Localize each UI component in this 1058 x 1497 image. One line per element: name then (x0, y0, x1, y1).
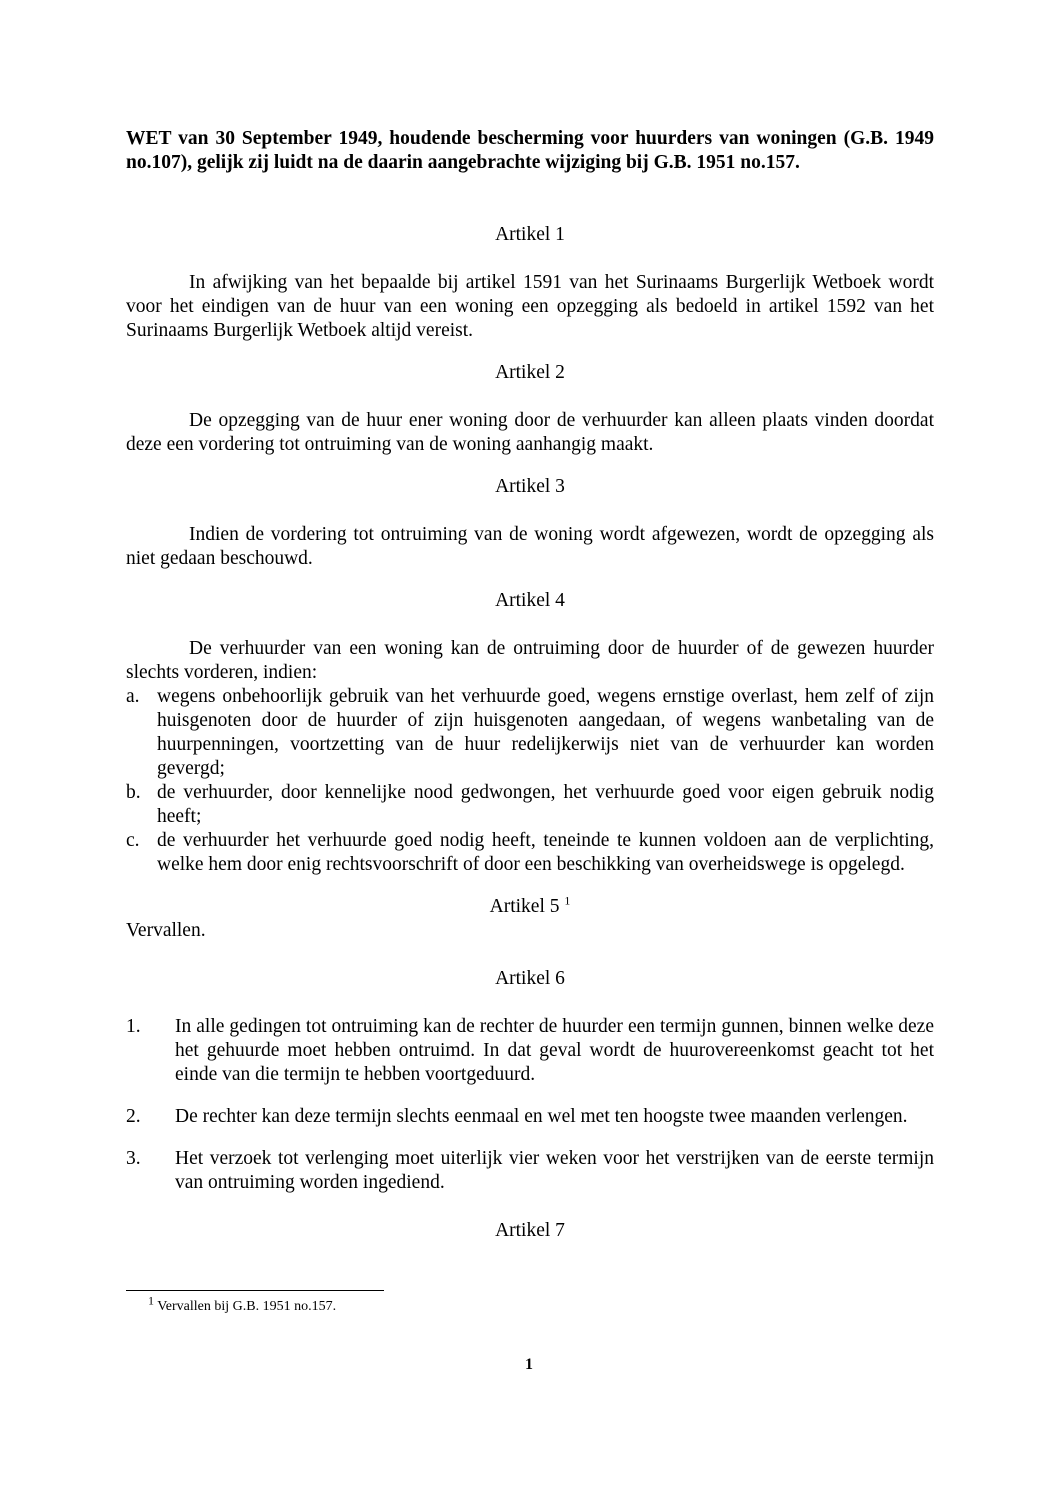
list-marker: 2. (126, 1106, 141, 1127)
list-text: de verhuurder, door kennelijke nood gedwongen, het verhuurde goed voor eigen gebruik nodig heeft; (157, 782, 934, 827)
article-5-heading-text: Artikel 5 (489, 896, 560, 917)
list-text: wegens onbehoorlijk gebruik van het verhuurde goed, wegens ernstige overlast, hem zelf of zijn huisgenoten door de huurder of zijn huisgenoten aangedaan, of wegens wanbetaling van de huurpenningen, voortzetting van de huur redelijkerwijs niet van de verhuurder kan worden gevergd; (157, 686, 934, 779)
list-item (126, 781, 934, 829)
document-body (126, 127, 934, 1243)
article-3-text: Indien de vordering tot ontruiming van de woning wordt afgewezen, wordt de opzegging als niet gedaan beschouwd. (126, 524, 934, 569)
list-marker: b. (126, 782, 141, 803)
article-5-heading (126, 895, 934, 919)
article-1-text: In afwijking van het bepaalde bij artikel 1591 van het Surinaams Burgerlijk Wetboek wordt voor het eindigen van de huur van een woning een opzegging als bedoeld in artikel 1592 van het Surinaams Burgerlijk Wetboek altijd vereist. (126, 272, 934, 341)
article-5-text: Vervallen. (126, 920, 206, 941)
list-text: Het verzoek tot verlenging moet uiterlijk vier weken voor het verstrijken van de eerste termijn van ontruiming worden ingediend. (175, 1148, 934, 1193)
list-item (126, 829, 934, 877)
article-2-heading: Artikel 2 (495, 362, 565, 383)
article-2-text: De opzegging van de huur ener woning door de verhuurder kan alleen plaats vinden doordat deze een vordering tot ontruiming van de woning aanhangig maakt. (126, 410, 934, 455)
article-6-heading: Artikel 6 (495, 968, 565, 989)
document-title: WET van 30 September 1949, houdende bescherming voor huurders van woningen (G.B. 1949 no.107), gelijk zij luidt na de daarin aangebrachte wijziging bij G.B. 1951 no.157. (126, 128, 934, 173)
article-4-heading: Artikel 4 (495, 590, 565, 611)
list-item (126, 1105, 934, 1129)
list-text: De rechter kan deze termijn slechts eenmaal en wel met ten hoogste twee maanden verlengen. (175, 1106, 908, 1127)
list-marker: 3. (126, 1148, 141, 1169)
list-marker: 1. (126, 1016, 141, 1037)
list-marker: a. (126, 686, 140, 707)
article-3-heading: Artikel 3 (495, 476, 565, 497)
page-number: 1 (525, 1356, 533, 1373)
article-4-text: De verhuurder van een woning kan de ontruiming door de huurder of de gewezen huurder slechts vorderen, indien: (126, 638, 934, 683)
list-item (126, 1015, 934, 1087)
footnote-text: Vervallen bij G.B. 1951 no.157. (157, 1299, 337, 1314)
list-item (126, 685, 934, 781)
list-text: de verhuurder het verhuurde goed nodig heeft, teneinde te kunnen voldoen aan de verplichting, welke hem door enig rechtsvoorschrift of door een beschikking van overheidswege is opgelegd. (157, 830, 934, 875)
article-7-heading: Artikel 7 (495, 1220, 565, 1241)
footnote-divider (126, 1290, 384, 1291)
footnote (148, 1293, 337, 1316)
footnote-marker: 1 (148, 1293, 154, 1308)
list-item (126, 1147, 934, 1195)
footnote-reference[interactable]: 1 (564, 893, 571, 908)
article-1-heading: Artikel 1 (495, 224, 565, 245)
list-text: In alle gedingen tot ontruiming kan de rechter de huurder een termijn gunnen, binnen welke deze het gehuurde moet hebben ontruimd. In dat geval wordt de huurovereenkomst geacht tot het einde van die termijn te hebben voortgeduurd. (175, 1016, 934, 1085)
list-marker: c. (126, 830, 140, 851)
